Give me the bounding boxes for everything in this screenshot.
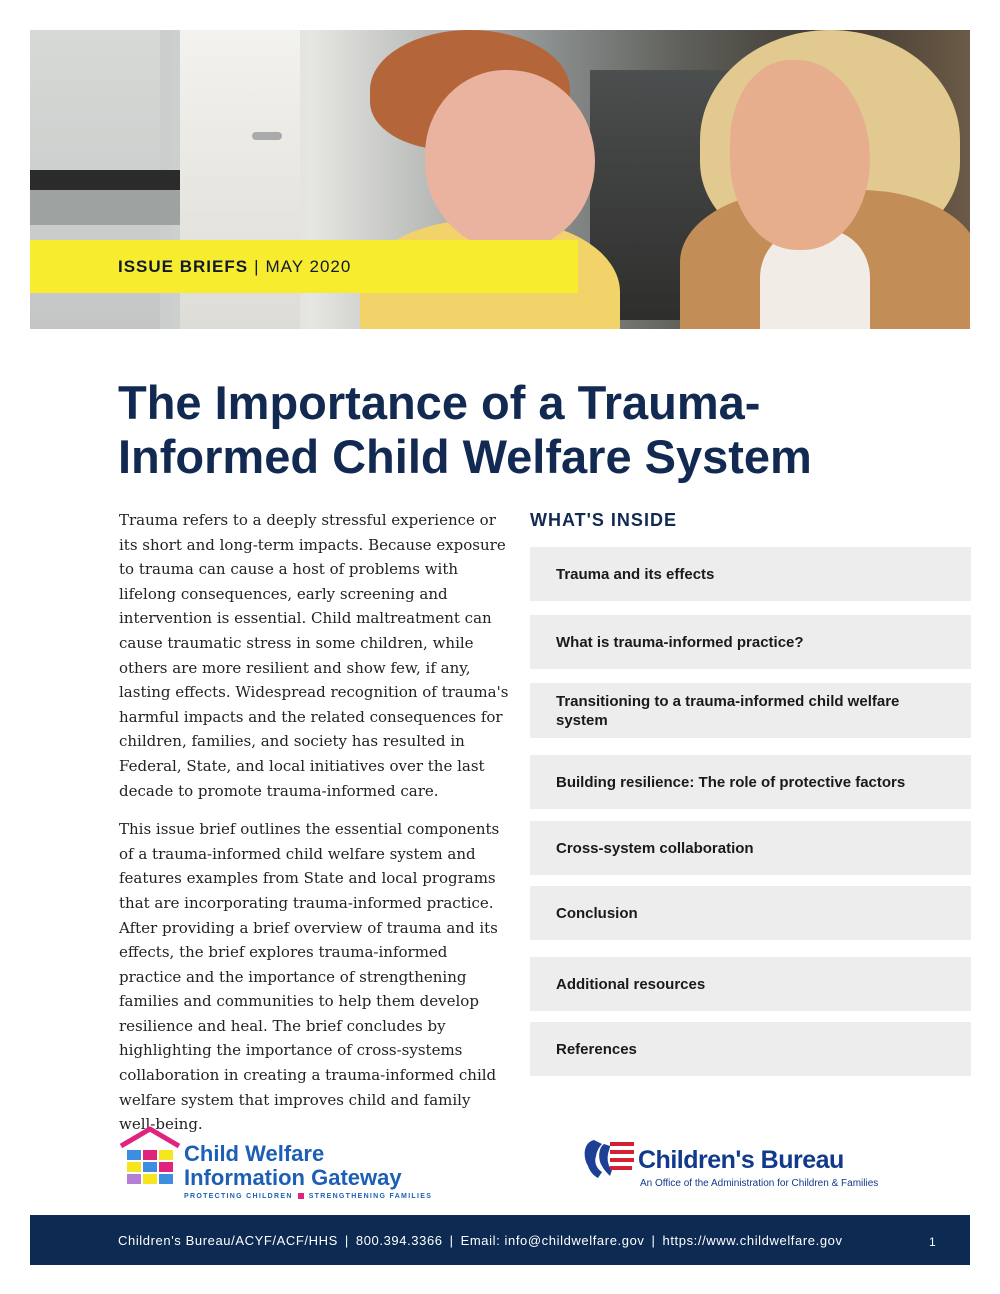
- cb-name: Children's Bureau: [638, 1146, 844, 1174]
- cwig-line-1: Child Welfare: [184, 1141, 325, 1166]
- toc-item-references[interactable]: References: [530, 1022, 971, 1076]
- toc-item-transitioning[interactable]: Transitioning to a trauma-informed child welfare system: [530, 683, 971, 738]
- toc-item-additional-resources[interactable]: Additional resources: [530, 957, 971, 1011]
- intro-paragraph-2: This issue brief outlines the essential components of a trauma-informed child welfare system and features examples from State and local programs that are incorporating trauma-informed practice. After providing a brief overview of trauma and its effects, the brief explores trauma-informed practice and the importance of strengthening families and communities to help them develop resilience and heal. The brief concludes by highlighting the importance of cross-systems collaboration in creating a trauma-informed child welfare system that improves child and family well-being.: [119, 820, 500, 1134]
- toc-item-cross-system[interactable]: Cross-system collaboration: [530, 821, 971, 875]
- title-line-2: Informed Child Welfare System: [118, 430, 812, 483]
- footer-bar: [30, 1215, 970, 1265]
- childrens-bureau-logo[interactable]: [580, 1134, 900, 1194]
- footer-url[interactable]: https://www.childwelfare.gov: [662, 1233, 843, 1248]
- series-label: ISSUE BRIEFS: [118, 256, 249, 276]
- issue-label: [118, 257, 351, 277]
- cwig-tag-1: PROTECTING CHILDREN: [184, 1193, 293, 1200]
- tagline-dot-icon: [298, 1193, 304, 1199]
- cwig-tagline: [184, 1193, 432, 1200]
- title-line-1: The Importance of a Trauma-: [118, 376, 761, 429]
- issue-date: MAY 2020: [265, 256, 352, 276]
- footer-phone[interactable]: 800.394.3366: [355, 1233, 443, 1248]
- toc-item-trauma-effects[interactable]: Trauma and its effects: [530, 547, 971, 601]
- cwig-line-2: Information Gateway: [184, 1165, 402, 1190]
- page-title: [118, 376, 918, 484]
- flag-faces-icon: [580, 1136, 636, 1180]
- band-separator: |: [254, 256, 260, 276]
- footer-email[interactable]: Email: info@childwelfare.gov: [460, 1233, 645, 1248]
- issue-band: [30, 240, 578, 293]
- toc-item-trauma-informed-practice[interactable]: What is trauma-informed practice?: [530, 615, 971, 669]
- intro-text: [119, 508, 511, 1151]
- footer-sep-3: |: [651, 1233, 656, 1248]
- footer-contact: [118, 1233, 843, 1248]
- toc-item-building-resilience[interactable]: Building resilience: The role of protective factors: [530, 755, 971, 809]
- cwig-logo[interactable]: [118, 1126, 433, 1206]
- footer-org: Children's Bureau/ACYF/ACF/HHS: [118, 1233, 338, 1248]
- footer-sep-1: |: [344, 1233, 349, 1248]
- whats-inside-heading: WHAT'S INSIDE: [530, 510, 677, 530]
- cwig-tag-2: STRENGTHENING FAMILIES: [308, 1193, 433, 1200]
- intro-paragraph-1: Trauma refers to a deeply stressful experience or its short and long-term impacts. Because exposure to trauma can cause a host of problems with lifelong consequences, early screening and intervention is essential. Child maltreatment can cause traumatic stress in some children, while others are more resilient and show few, if any, lasting effects. Widespread recognition of trauma's harmful impacts and the related consequences for children, families, and society has resulted in Federal, State, and local initiatives over the last decade to promote trauma-informed care.: [119, 511, 509, 800]
- page-number: 1: [929, 1235, 937, 1249]
- cb-subtitle: An Office of the Administration for Children & Families: [640, 1178, 879, 1189]
- cwig-name: [184, 1142, 402, 1190]
- house-blocks-icon: [118, 1126, 184, 1188]
- toc-item-conclusion[interactable]: Conclusion: [530, 886, 971, 940]
- footer-sep-2: |: [449, 1233, 454, 1248]
